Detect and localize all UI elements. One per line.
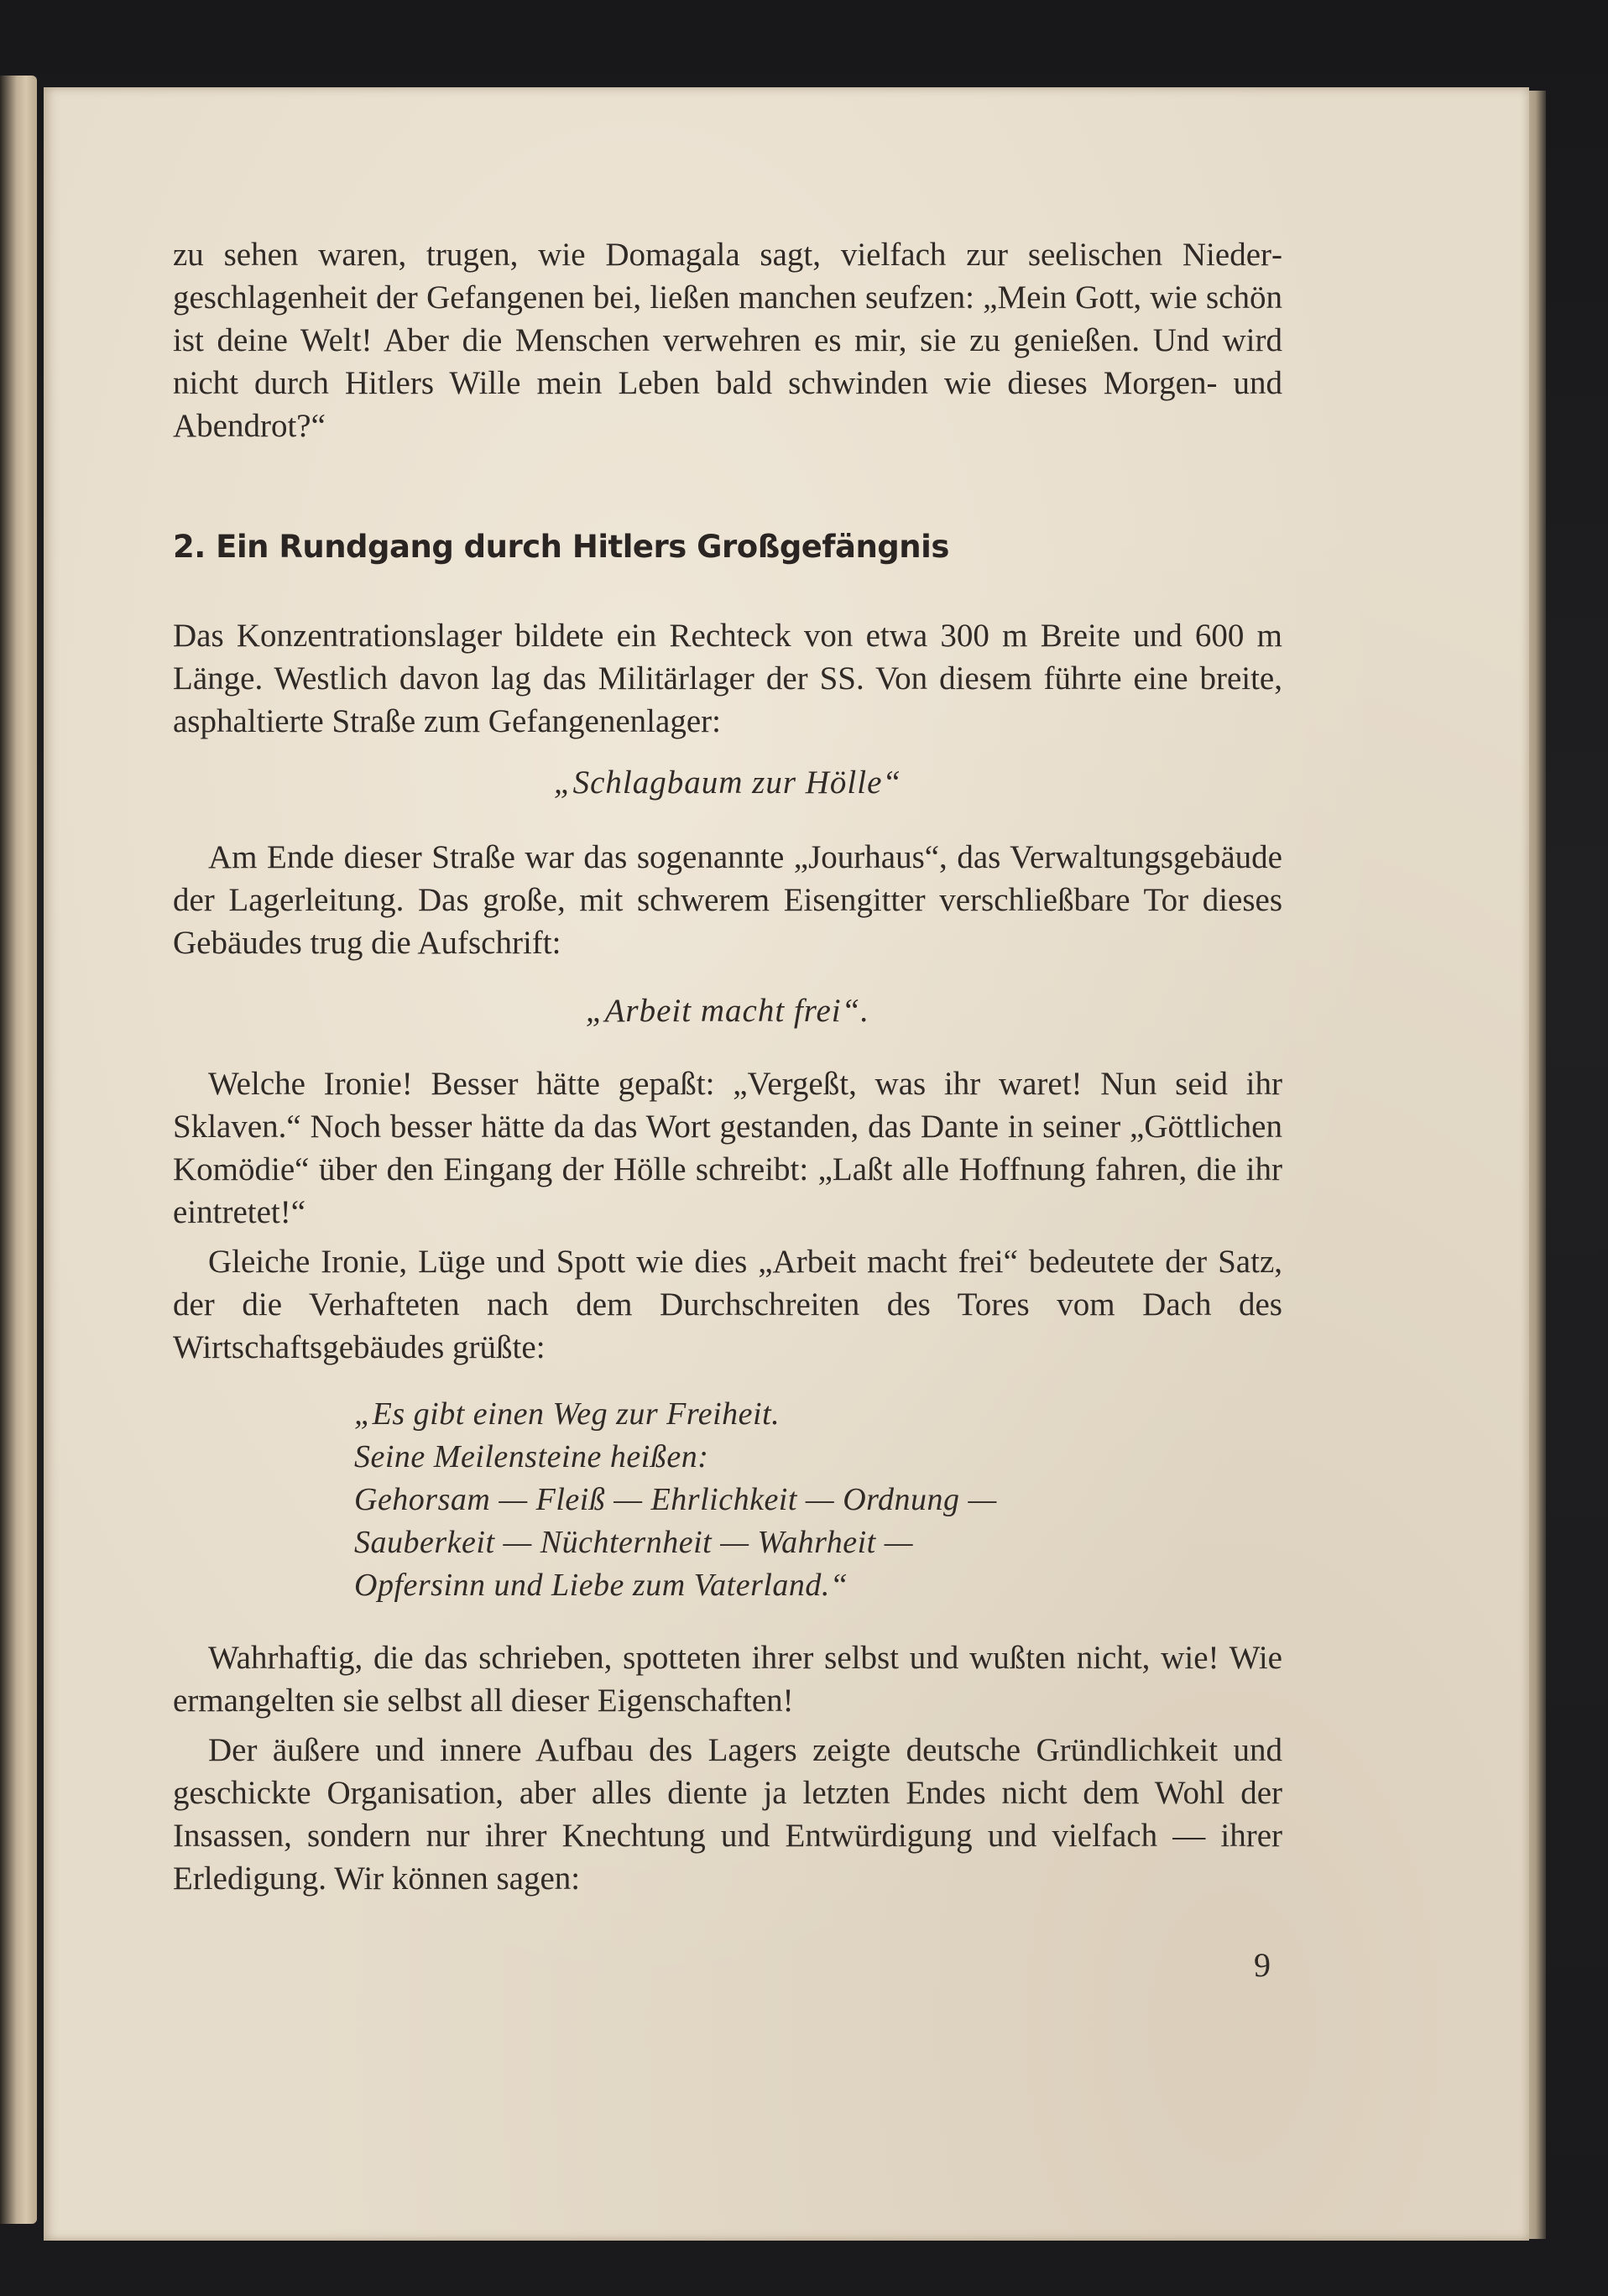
motto-line: Gehorsam — Fleiß — Ehrlichkeit — Ordnung — — [354, 1482, 997, 1517]
section-heading: 2. Ein Rundgang durch Hitlers Großgefängnis — [173, 529, 949, 565]
paragraph-wahrhaftig: Wahrhaftig, die das schrieben, spotteten ihrer selbst und wußten nicht, wie! Wie ermangelten sie selbst all dieser Eigenschaften! — [173, 1640, 1282, 1719]
top-paragraph: zu sehen waren, trugen, wie Domagala sagt, vielfach zur seelischen Niedergeschlagenheit der Gefangenen bei, ließen manchen seufzen: „Mein Gott, wie schön ist deine Welt! Aber die Menschen verwehren es mir, sie zu genießen. Und wird nicht durch Hitlers Wille mein Leben bald schwinden wie dieses Morgen- und Abendrot?“ — [173, 237, 1282, 444]
motto-line: Seine Meilensteine heißen: — [354, 1439, 709, 1474]
gleiche-paragraph-block — [173, 1240, 1282, 1369]
paragraph-gleiche: Gleiche Ironie, Lüge und Spott wie dies „Arbeit macht frei“ bedeutete der Satz, der die Verhafteten nach dem Durchschreiten des Tores vom Dach des Wirtschaftsgebäudes grüßte: — [173, 1244, 1282, 1365]
quote-arbeit: „Arbeit macht frei“. — [585, 993, 870, 1029]
book-spine-edge — [0, 76, 37, 2224]
motto-line: Sauberkeit — Nüchternheit — Wahrheit — — [354, 1525, 914, 1560]
page-number: 9 — [1254, 1946, 1271, 1984]
paragraph-camp: Das Konzentrationslager bildete ein Rechteck von etwa 300 m Breite und 600 m Länge. Westlich davon lag das Militärlager der SS. Von diesem führte eine breite, asphaltierte Straße zum Gefangenenlager: — [173, 618, 1282, 739]
motto-line: „Es gibt einen Weg zur Freiheit. — [354, 1396, 781, 1432]
paragraph-ironie: Welche Ironie! Besser hätte gepaßt: „Vergeßt, was ihr waret! Nun seid ihr Sklaven.“ Noch besser hätte da das Wort gestanden, das Dante in seiner „Göttlichen Komödie“ über den Eingang der Hölle schreibt: „Laßt alle Hoffnung fahren, die ihr eintretet!“ — [173, 1066, 1282, 1230]
jourhaus-paragraph-block — [173, 836, 1282, 964]
aufbau-paragraph-block — [173, 1729, 1282, 1900]
wahrhaftig-paragraph-block — [173, 1636, 1282, 1722]
motto-line: Opfersinn und Liebe zum Vaterland.“ — [354, 1568, 848, 1603]
quote-schlagbaum: „Schlagbaum zur Hölle“ — [553, 764, 902, 801]
paragraph-aufbau: Der äußere und innere Aufbau des Lagers zeigte deutsche Gründlichkeit und geschickte Organisation, aber alles diente ja letzten Endes nicht dem Wohl der Insassen, sondern nur ihrer Knechtung und Entwürdigung und vielfach — ihrer Erledigung. Wir können sagen: — [173, 1732, 1282, 1897]
motto-block — [354, 1393, 997, 1607]
camp-paragraph-block — [173, 614, 1282, 743]
top-paragraph-block — [173, 233, 1282, 447]
ironie-paragraph-block — [173, 1062, 1282, 1234]
paragraph-jourhaus: Am Ende dieser Straße war das sogenannte „Jourhaus“, das Verwaltungsgebäude der Lagerleitung. Das große, mit schwerem Eisengitter verschließbare Tor dieses Gebäudes trug die Aufschrift: — [173, 839, 1282, 961]
